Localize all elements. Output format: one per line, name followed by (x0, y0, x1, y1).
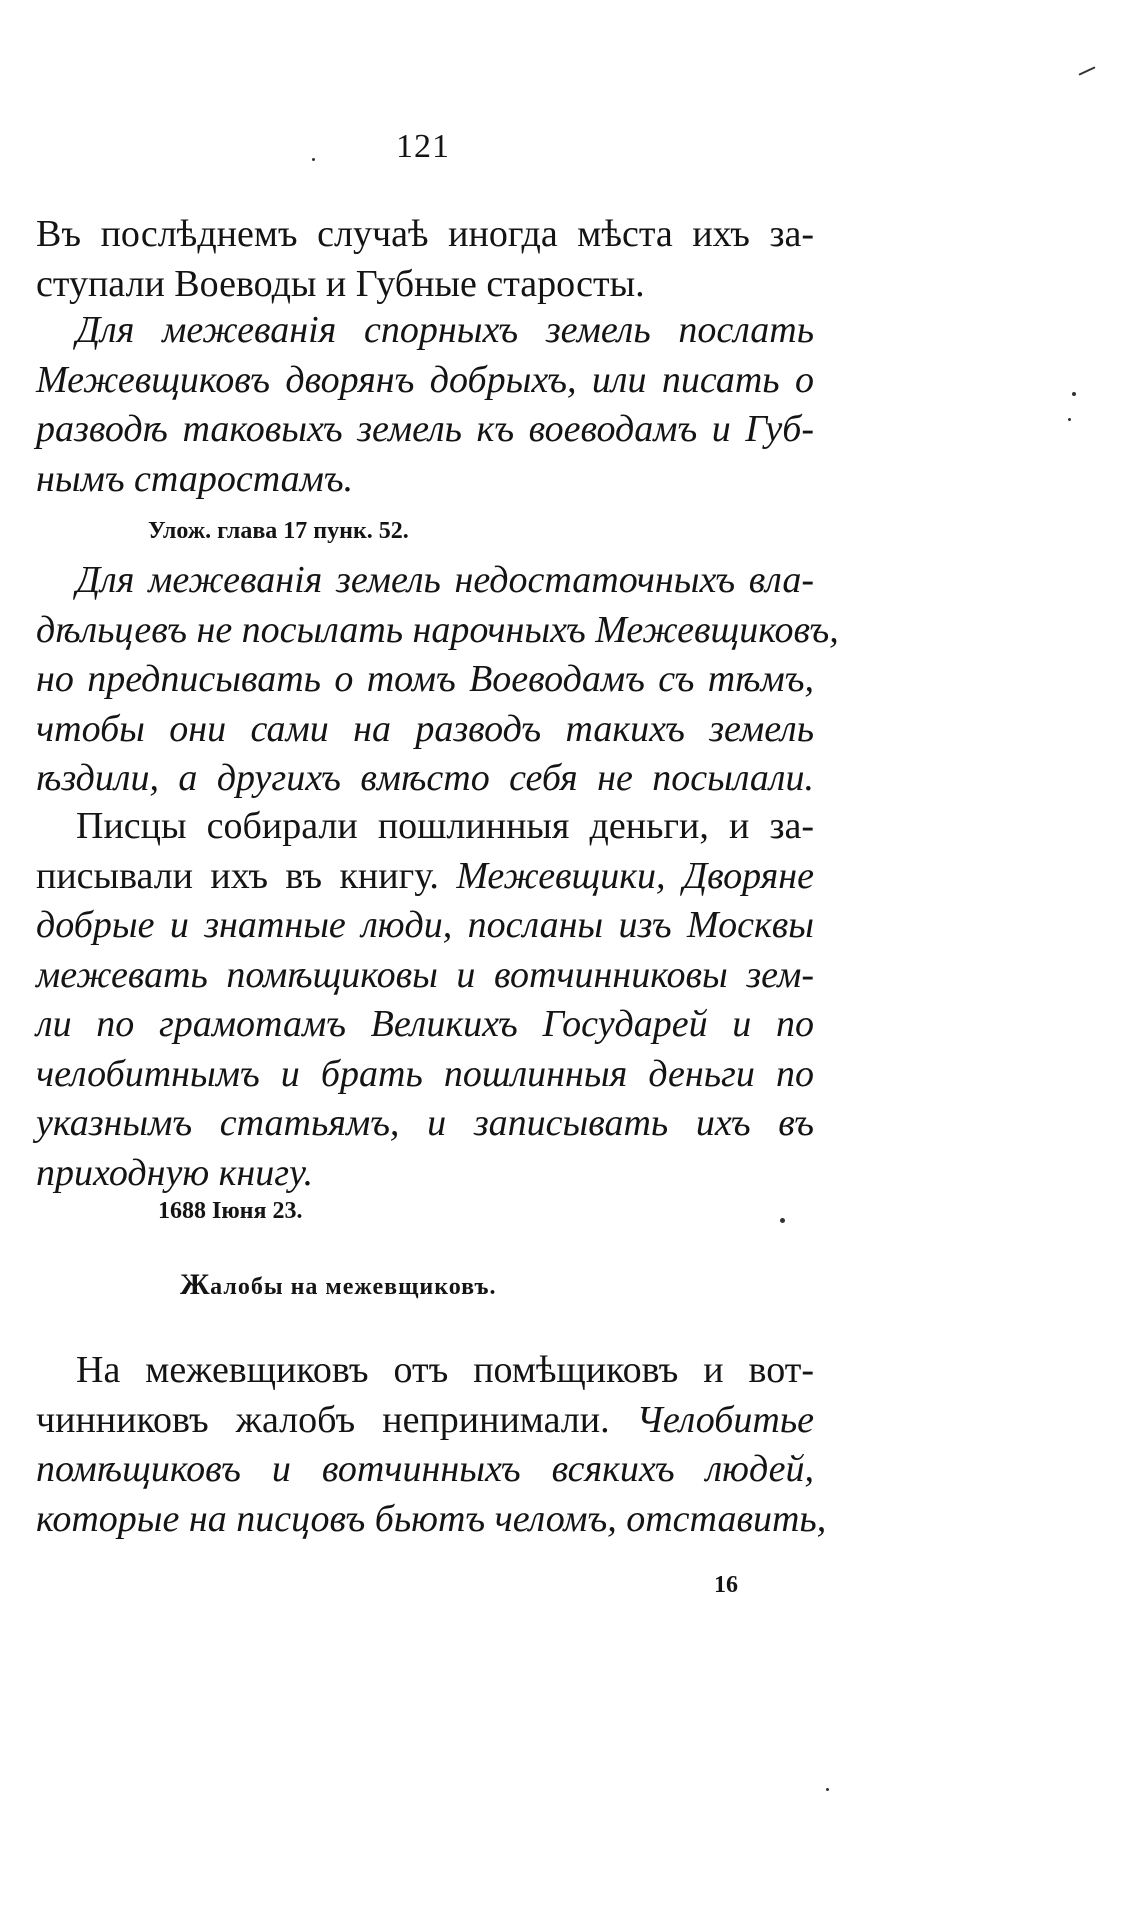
text-line (36, 1149, 814, 1197)
print-speck (1078, 66, 1095, 75)
roman-text: чинниковъ жалобъ непринимали. (36, 1398, 637, 1441)
print-speck (312, 158, 315, 161)
text-line: Въ послѣднемъ случаѣ иногда мѣста ихъ за- (36, 213, 814, 255)
text-line: ступали Воеводы и Губные старосты. (36, 262, 645, 305)
heading-rest: алобы на межевщиковъ. (210, 1274, 497, 1300)
text-line (76, 802, 814, 850)
roman-text: писывали ихъ въ книгу. (36, 854, 457, 897)
text-line (36, 951, 814, 999)
italic-text: добрые и знатные люди, посланы изъ Москвы (36, 904, 814, 946)
italic-text: Межевщики, Дворяне (456, 854, 814, 897)
text-line (36, 1050, 814, 1098)
italic-text: Челобитье (636, 1398, 814, 1441)
heading-initial: Ж (180, 1268, 211, 1301)
text-line (36, 1396, 814, 1444)
roman-text: Писцы собирали пошлинныя деньги, и за- (76, 805, 814, 847)
signature-mark: 16 (714, 1572, 738, 1598)
italic-text: ли по грамотамъ Великихъ Государей и по (36, 1003, 814, 1045)
quote-line: разводѣ таковыхъ земель къ воеводамъ и Губ- (36, 408, 814, 450)
quote-line: дѣльцевъ не посылать нарочныхъ Межевщиковъ, (36, 608, 839, 651)
italic-text: помѣщиковъ и вотчинныхъ всякихъ людей, (36, 1448, 814, 1490)
text-line (36, 1495, 827, 1543)
text-line (36, 1445, 814, 1493)
print-speck (780, 1218, 785, 1223)
print-speck (1068, 418, 1071, 421)
page-number: 121 (396, 128, 450, 165)
citation-ulozhenie: Улож. глава 17 пунк. 52. (148, 518, 409, 544)
text-line (76, 1346, 814, 1394)
quote-line: Для межеванія земель недостаточныхъ вла- (76, 559, 814, 601)
quote-line: Межевщиковъ дворянъ добрыхъ, или писать о (36, 358, 814, 401)
text-line (36, 901, 814, 949)
quote-line: чтобы они сами на разводъ такихъ земель (36, 707, 814, 750)
quote-line: Для межеванія спорныхъ земель послать (76, 309, 814, 351)
italic-text: челобитнымъ и брать пошлинныя деньги по (36, 1052, 814, 1095)
text-line (36, 1000, 814, 1048)
quote-line: ѣздили, а другихъ вмѣсто себя не посылали. (36, 757, 814, 799)
citation-date: 1688 Іюня 23. (158, 1198, 303, 1224)
print-speck (826, 1788, 829, 1791)
quote-line: но предписывать о томъ Воеводамъ съ тѣмъ, (36, 658, 814, 700)
italic-text: межевать помѣщиковы и вотчинниковы зем- (36, 953, 814, 996)
section-heading (180, 1268, 496, 1302)
text-line (36, 1099, 814, 1147)
print-speck (1072, 392, 1076, 396)
text-line (36, 852, 814, 900)
italic-text: которые на писцовъ бьютъ челомъ, отставить, (36, 1497, 827, 1540)
roman-text: На межевщиковъ отъ помѣщиковъ и вот- (76, 1349, 814, 1391)
quote-line: нымъ старостамъ. (36, 457, 354, 500)
italic-text: указнымъ статьямъ, и записывать ихъ въ (36, 1102, 814, 1144)
italic-text: приходную книгу. (36, 1151, 314, 1194)
